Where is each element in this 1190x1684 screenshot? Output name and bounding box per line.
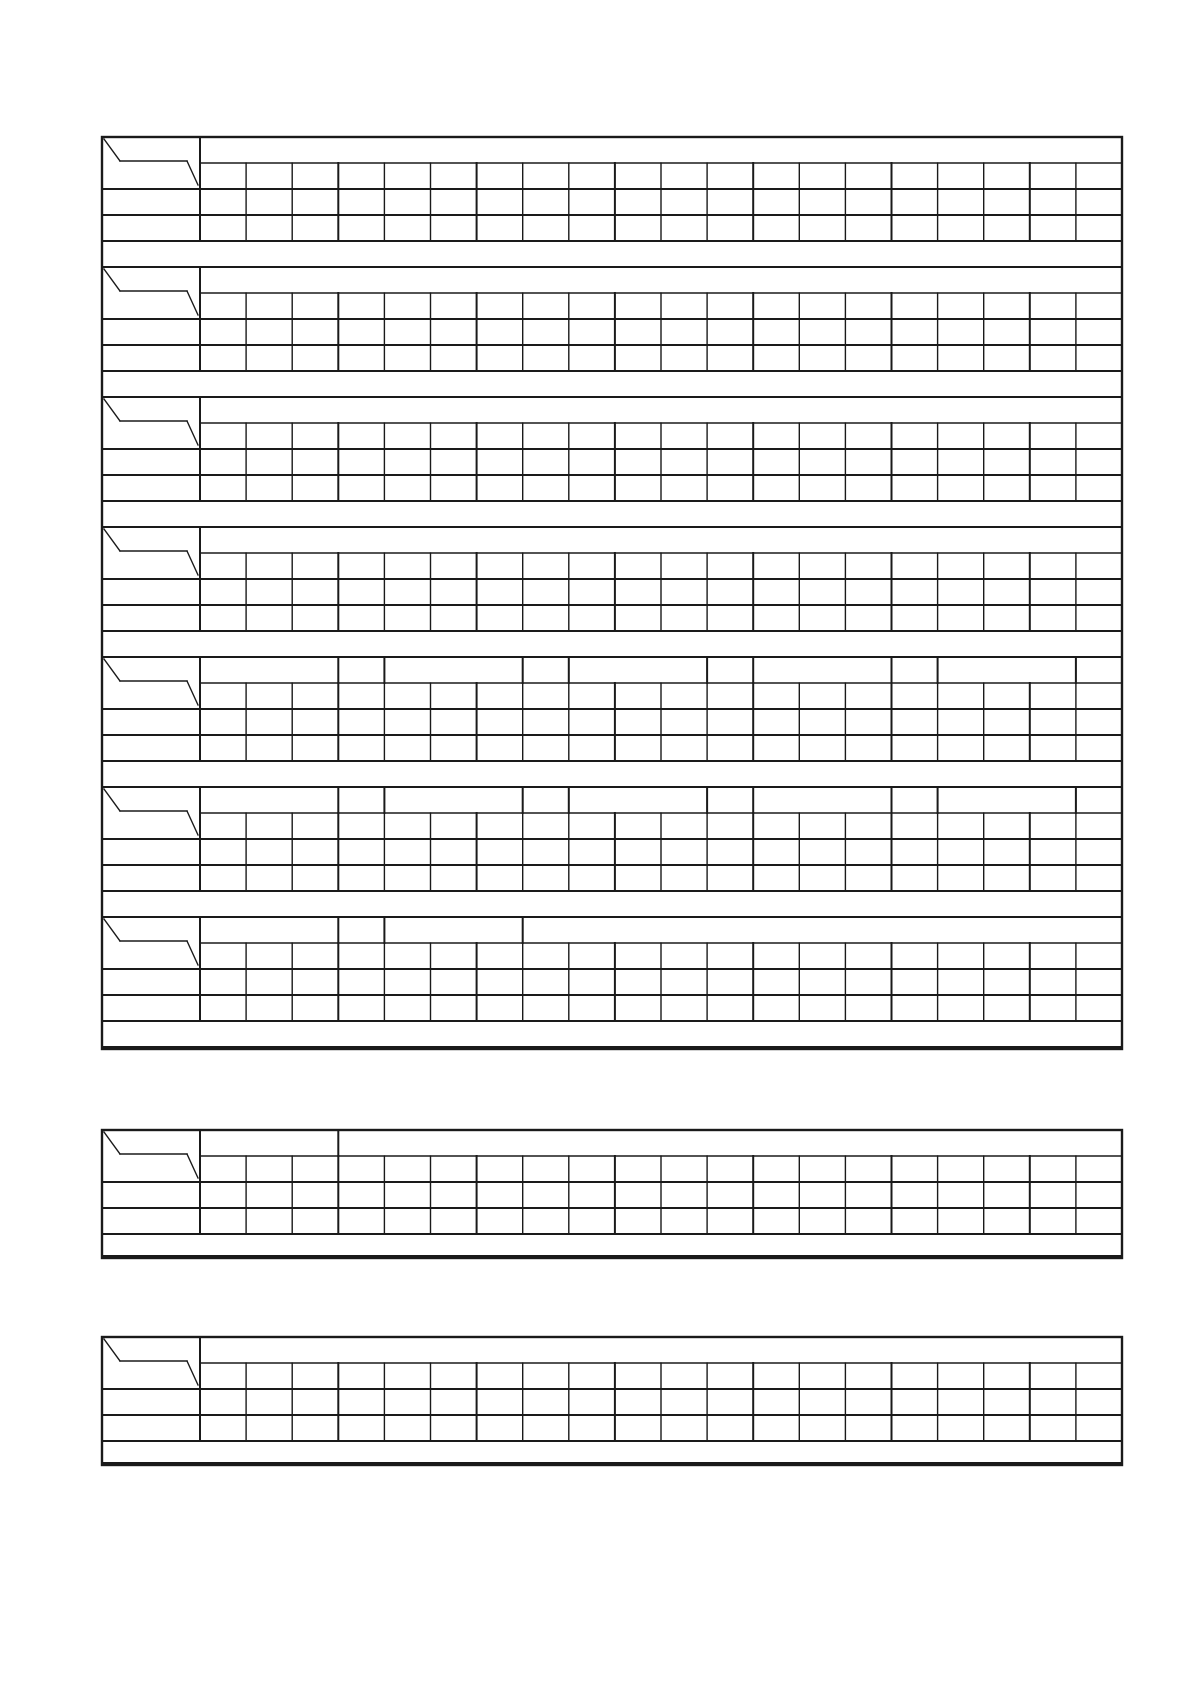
corner-diagonal bbox=[187, 161, 198, 185]
corner-diagonal bbox=[104, 1339, 120, 1361]
corner-diagonal bbox=[104, 139, 120, 161]
corner-diagonal bbox=[104, 529, 120, 551]
corner-diagonal bbox=[104, 1132, 120, 1154]
table-frame bbox=[102, 137, 1122, 1049]
corner-diagonal bbox=[104, 919, 120, 941]
corner-diagonal bbox=[104, 789, 120, 811]
corner-diagonal bbox=[187, 1154, 198, 1178]
grid-table-3 bbox=[102, 1337, 1122, 1465]
corner-diagonal bbox=[187, 681, 198, 705]
corner-diagonal bbox=[104, 269, 120, 291]
grid-table-2 bbox=[102, 1130, 1122, 1258]
table-frame bbox=[102, 1130, 1122, 1258]
corner-diagonal bbox=[187, 941, 198, 965]
corner-diagonal bbox=[187, 421, 198, 445]
corner-diagonal bbox=[187, 811, 198, 835]
corner-diagonal bbox=[104, 659, 120, 681]
corner-diagonal bbox=[187, 291, 198, 315]
corner-diagonal bbox=[187, 1361, 198, 1385]
main-grid-table bbox=[102, 137, 1122, 1049]
corner-diagonal bbox=[104, 399, 120, 421]
corner-diagonal bbox=[187, 551, 198, 575]
table-frame bbox=[102, 1337, 1122, 1465]
